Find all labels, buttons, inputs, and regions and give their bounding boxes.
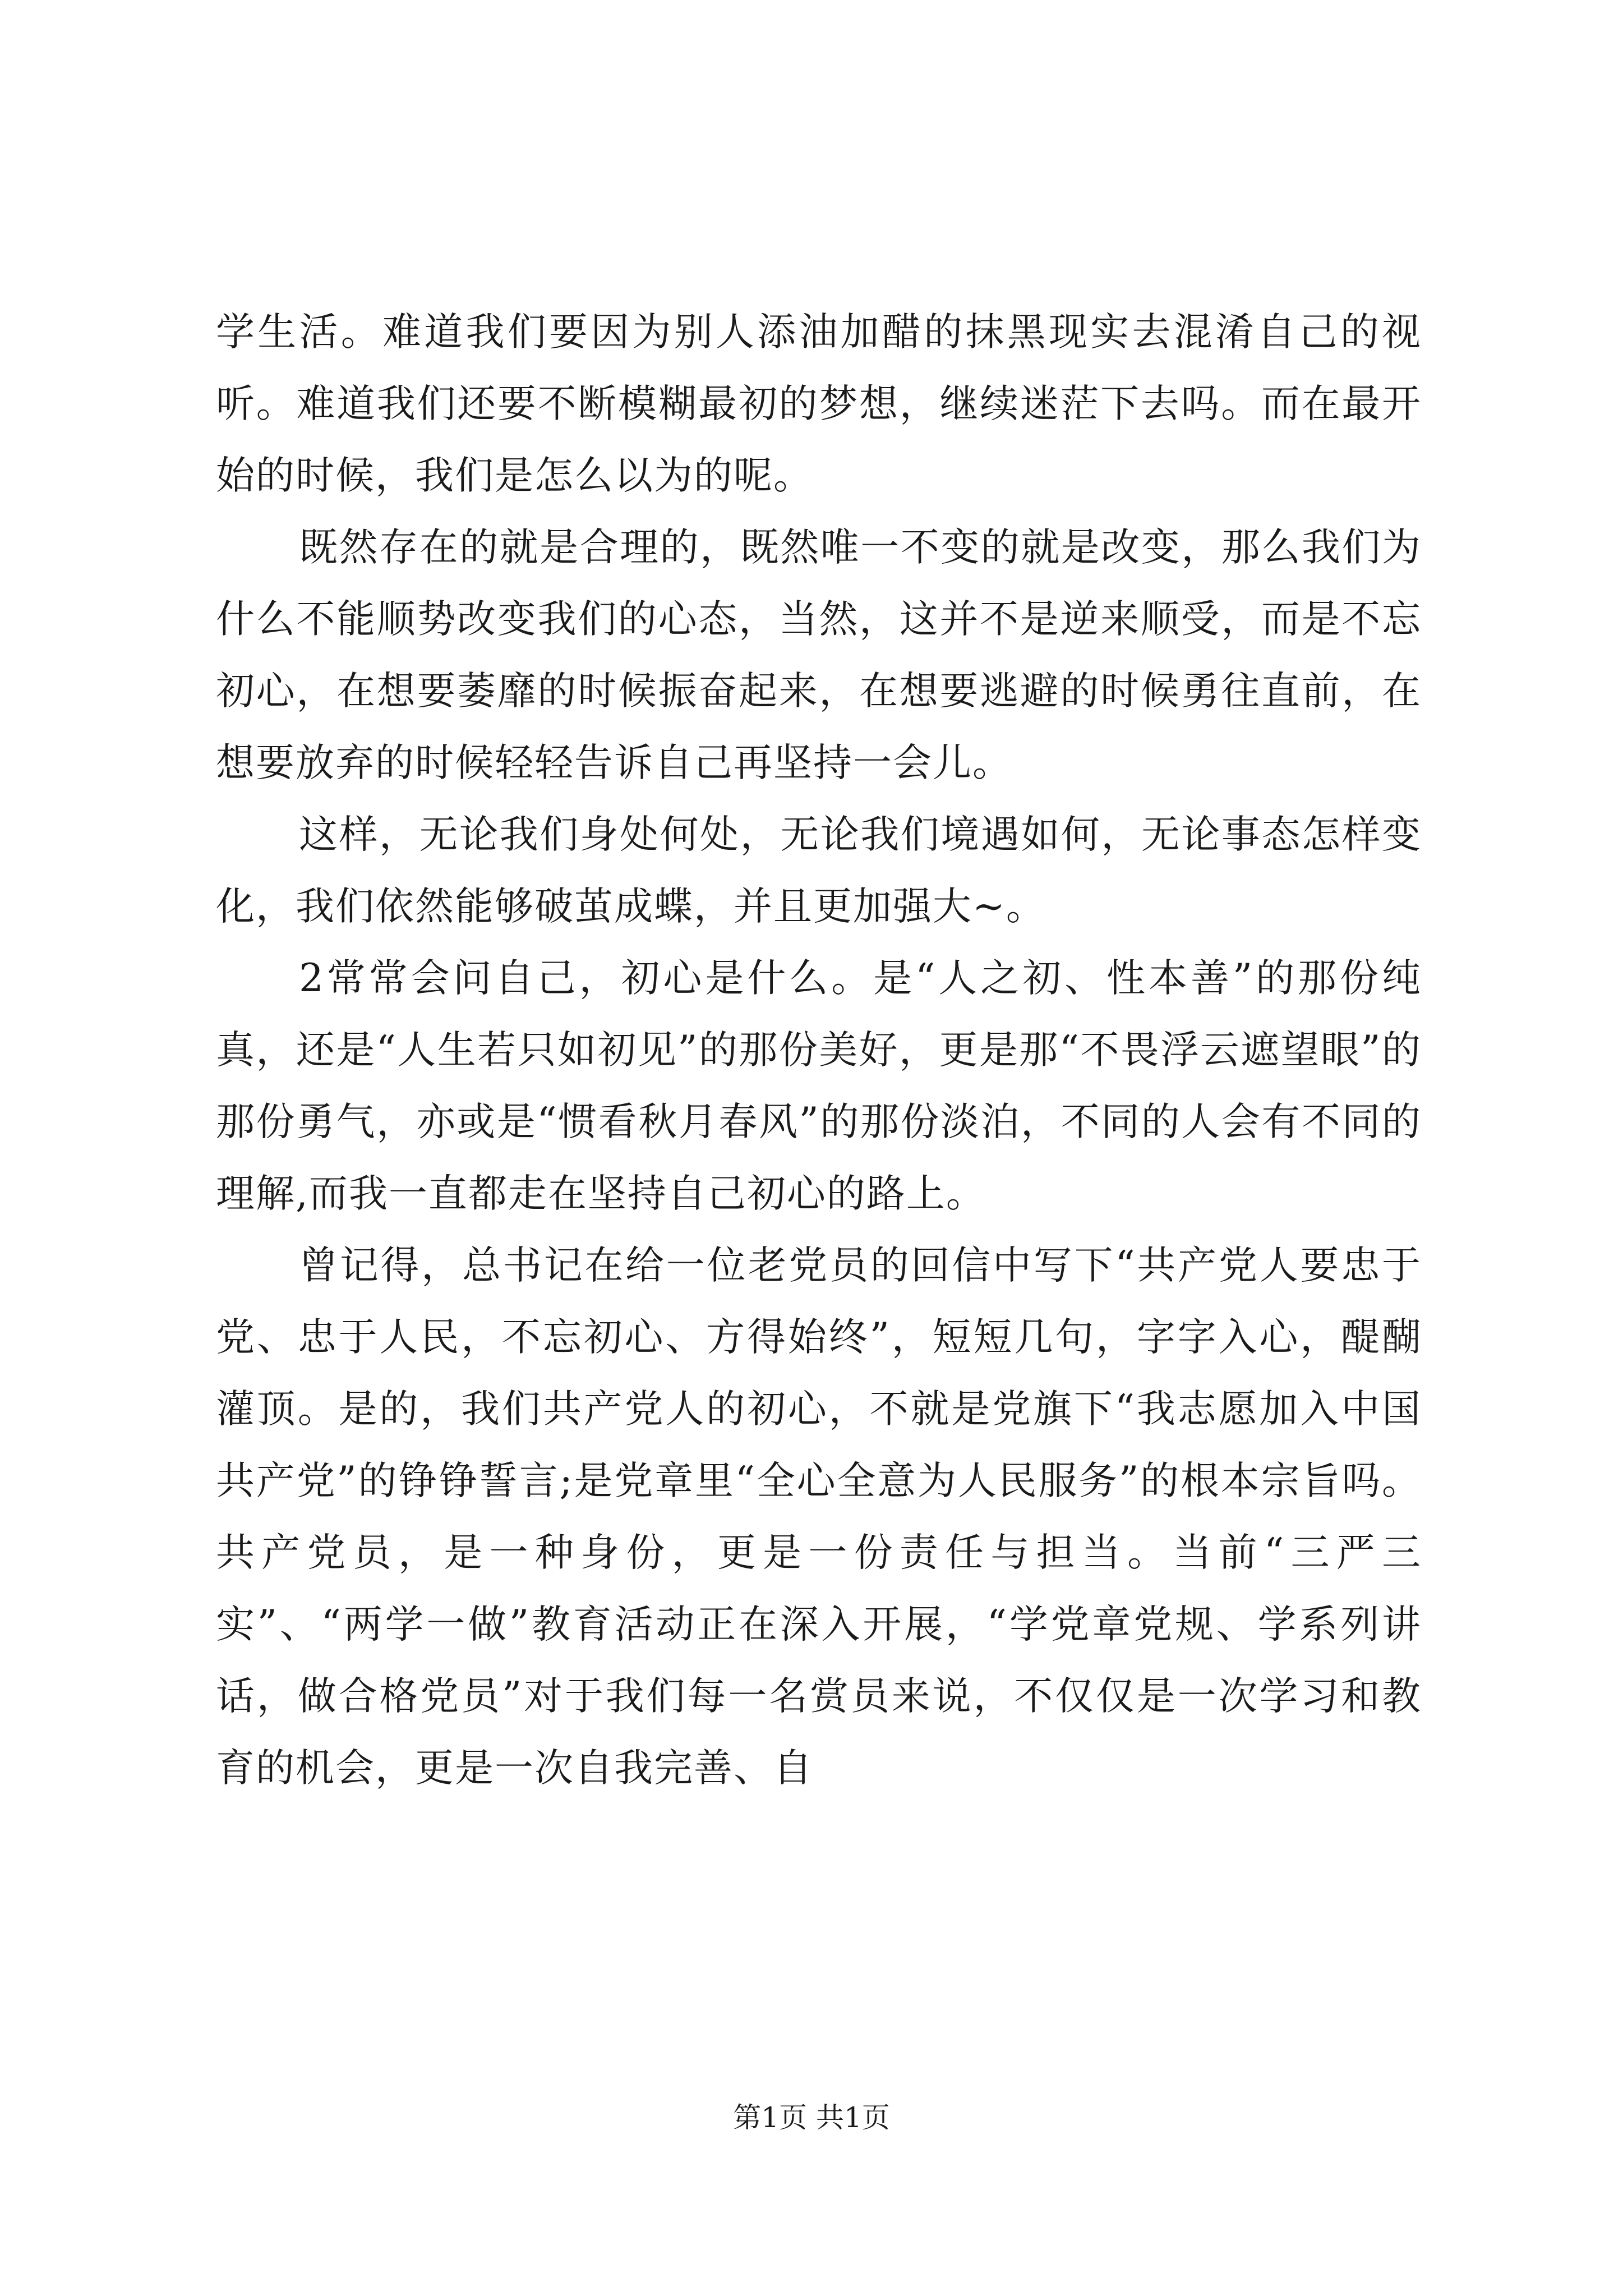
- paragraph-5: 曾记得，总书记在给一位老党员的回信中写下“共产党人要忠于党、忠于人民，不忘初心、方得始终”，短短几句，字字入心，醍醐灌顶。是的，我们共产党人的初心，不就是党旗下“我志愿加入中国共产党”的铮铮誓言;是党章里“全心全意为人民服务”的根本宗旨吗。共产党员，是一种身份，更是一份责任与担当。当前“三严三实”、“两学一做”教育活动正在深入开展，“学党章党规、学系列讲话，做合格党员”对于我们每一名赏员来说，不仅仅是一次学习和教育的机会，更是一次自我完善、自: [216, 1243, 1422, 1791]
- document-body: [216, 296, 1422, 1804]
- paragraph-2: 既然存在的就是合理的，既然唯一不变的就是改变，那么我们为什么不能顺势改变我们的心态，当然，这并不是逆来顺受，而是不忘初心，在想要萎靡的时候振奋起来，在想要逃避的时候勇往直前，在想要放弃的时候轻轻告诉自己再坚持一会儿。: [216, 525, 1422, 785]
- paragraph-3: 这样，无论我们身处何处，无论我们境遇如何，无论事态怎样变化，我们依然能够破茧成蝶，并且更加强大~。: [216, 812, 1422, 929]
- page-footer: 第1页 共1页: [733, 2101, 890, 2134]
- paragraph-4: 2常常会问自己，初心是什么。是“人之初、性本善”的那份纯真，还是“人生若只如初见”的那份美好，更是那“不畏浮云遮望眼”的那份勇气，亦或是“惯看秋月春风”的那份淡泊，不同的人会有不同的理解,而我一直都走在坚持自己初心的路上。: [216, 956, 1422, 1216]
- paragraph-1: 学生活。难道我们要因为别人添油加醋的抹黑现实去混淆自己的视听。难道我们还要不断模糊最初的梦想，继续迷茫下去吗。而在最开始的时候，我们是怎么以为的呢。: [216, 310, 1422, 498]
